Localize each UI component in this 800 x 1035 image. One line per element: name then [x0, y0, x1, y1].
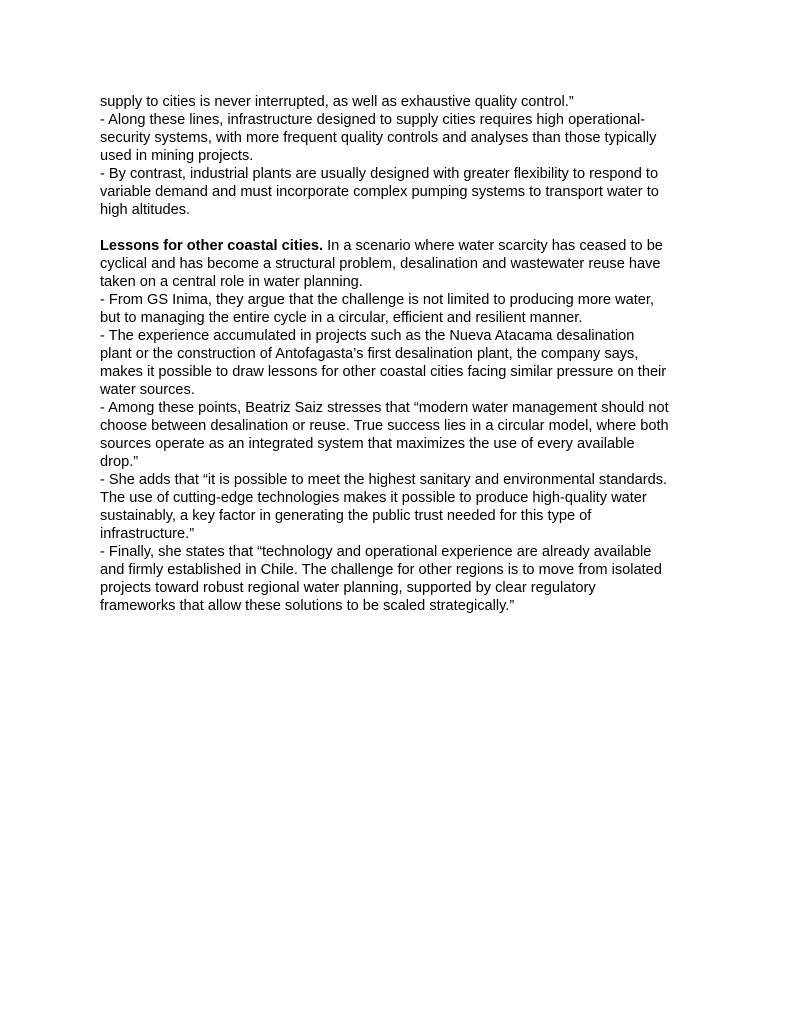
text-line: supply to cities is never interrupted, as well as exhaustive quality control.” [100, 94, 574, 110]
section-first-line [100, 237, 702, 255]
text-line: used in mining projects. [100, 148, 254, 164]
text-line: frameworks that allow these solutions to be scaled strategically.” [100, 598, 515, 614]
text-line: high altitudes. [100, 202, 191, 218]
text-line: projects toward robust regional water planning, supported by clear regulatory [100, 580, 596, 596]
text-line: but to managing the entire cycle in a circular, efficient and resilient manner. [100, 310, 583, 326]
text-line: sources operate as an integrated system that maximizes the use of every available [100, 436, 635, 452]
text-line: - The experience accumulated in projects such as the Nueva Atacama desalination [100, 328, 635, 344]
text-line: - Finally, she states that “technology and operational experience are already available [100, 544, 652, 560]
text-line: security systems, with more frequent quality controls and analyses than those typically [100, 130, 657, 146]
text-line: variable demand and must incorporate complex pumping systems to transport water to [100, 184, 659, 200]
text-line: cyclical and has become a structural problem, desalination and wastewater reuse have [100, 256, 661, 272]
text-line: - By contrast, industrial plants are usually designed with greater flexibility to respond to [100, 166, 659, 182]
text-line: infrastructure.” [100, 526, 195, 542]
text-line: choose between desalination or reuse. True success lies in a circular model, where both [100, 418, 669, 434]
text-line: taken on a central role in water planning. [100, 274, 363, 290]
text-line: makes it possible to draw lessons for other coastal cities facing similar pressure on their [100, 364, 667, 380]
text-line: drop.” [100, 454, 139, 470]
text-line: plant or the construction of Antofagasta’s first desalination plant, the company says, [100, 346, 639, 362]
document-page [100, 93, 702, 615]
text-line: - Along these lines, infrastructure designed to supply cities requires high operational- [100, 112, 646, 128]
lessons-section [100, 237, 702, 615]
text-line: The use of cutting-edge technologies makes it possible to produce high-quality water [100, 490, 647, 506]
intro-paragraph [100, 93, 702, 219]
text-line: sustainably, a key factor in generating the public trust needed for this type of [100, 508, 592, 524]
text-line: - From GS Inima, they argue that the challenge is not limited to producing more water, [100, 292, 655, 308]
section-first-line-text: In a scenario where water scarcity has ceased to be [323, 238, 663, 254]
paragraph-gap [100, 219, 702, 237]
text-line: - She adds that “it is possible to meet the highest sanitary and environmental standards. [100, 472, 668, 488]
text-line: - Among these points, Beatriz Saiz stresses that “modern water management should not [100, 400, 669, 416]
section-heading: Lessons for other coastal cities. [100, 238, 324, 254]
text-line: and firmly established in Chile. The challenge for other regions is to move from isolated [100, 562, 662, 578]
text-line: water sources. [100, 382, 195, 398]
